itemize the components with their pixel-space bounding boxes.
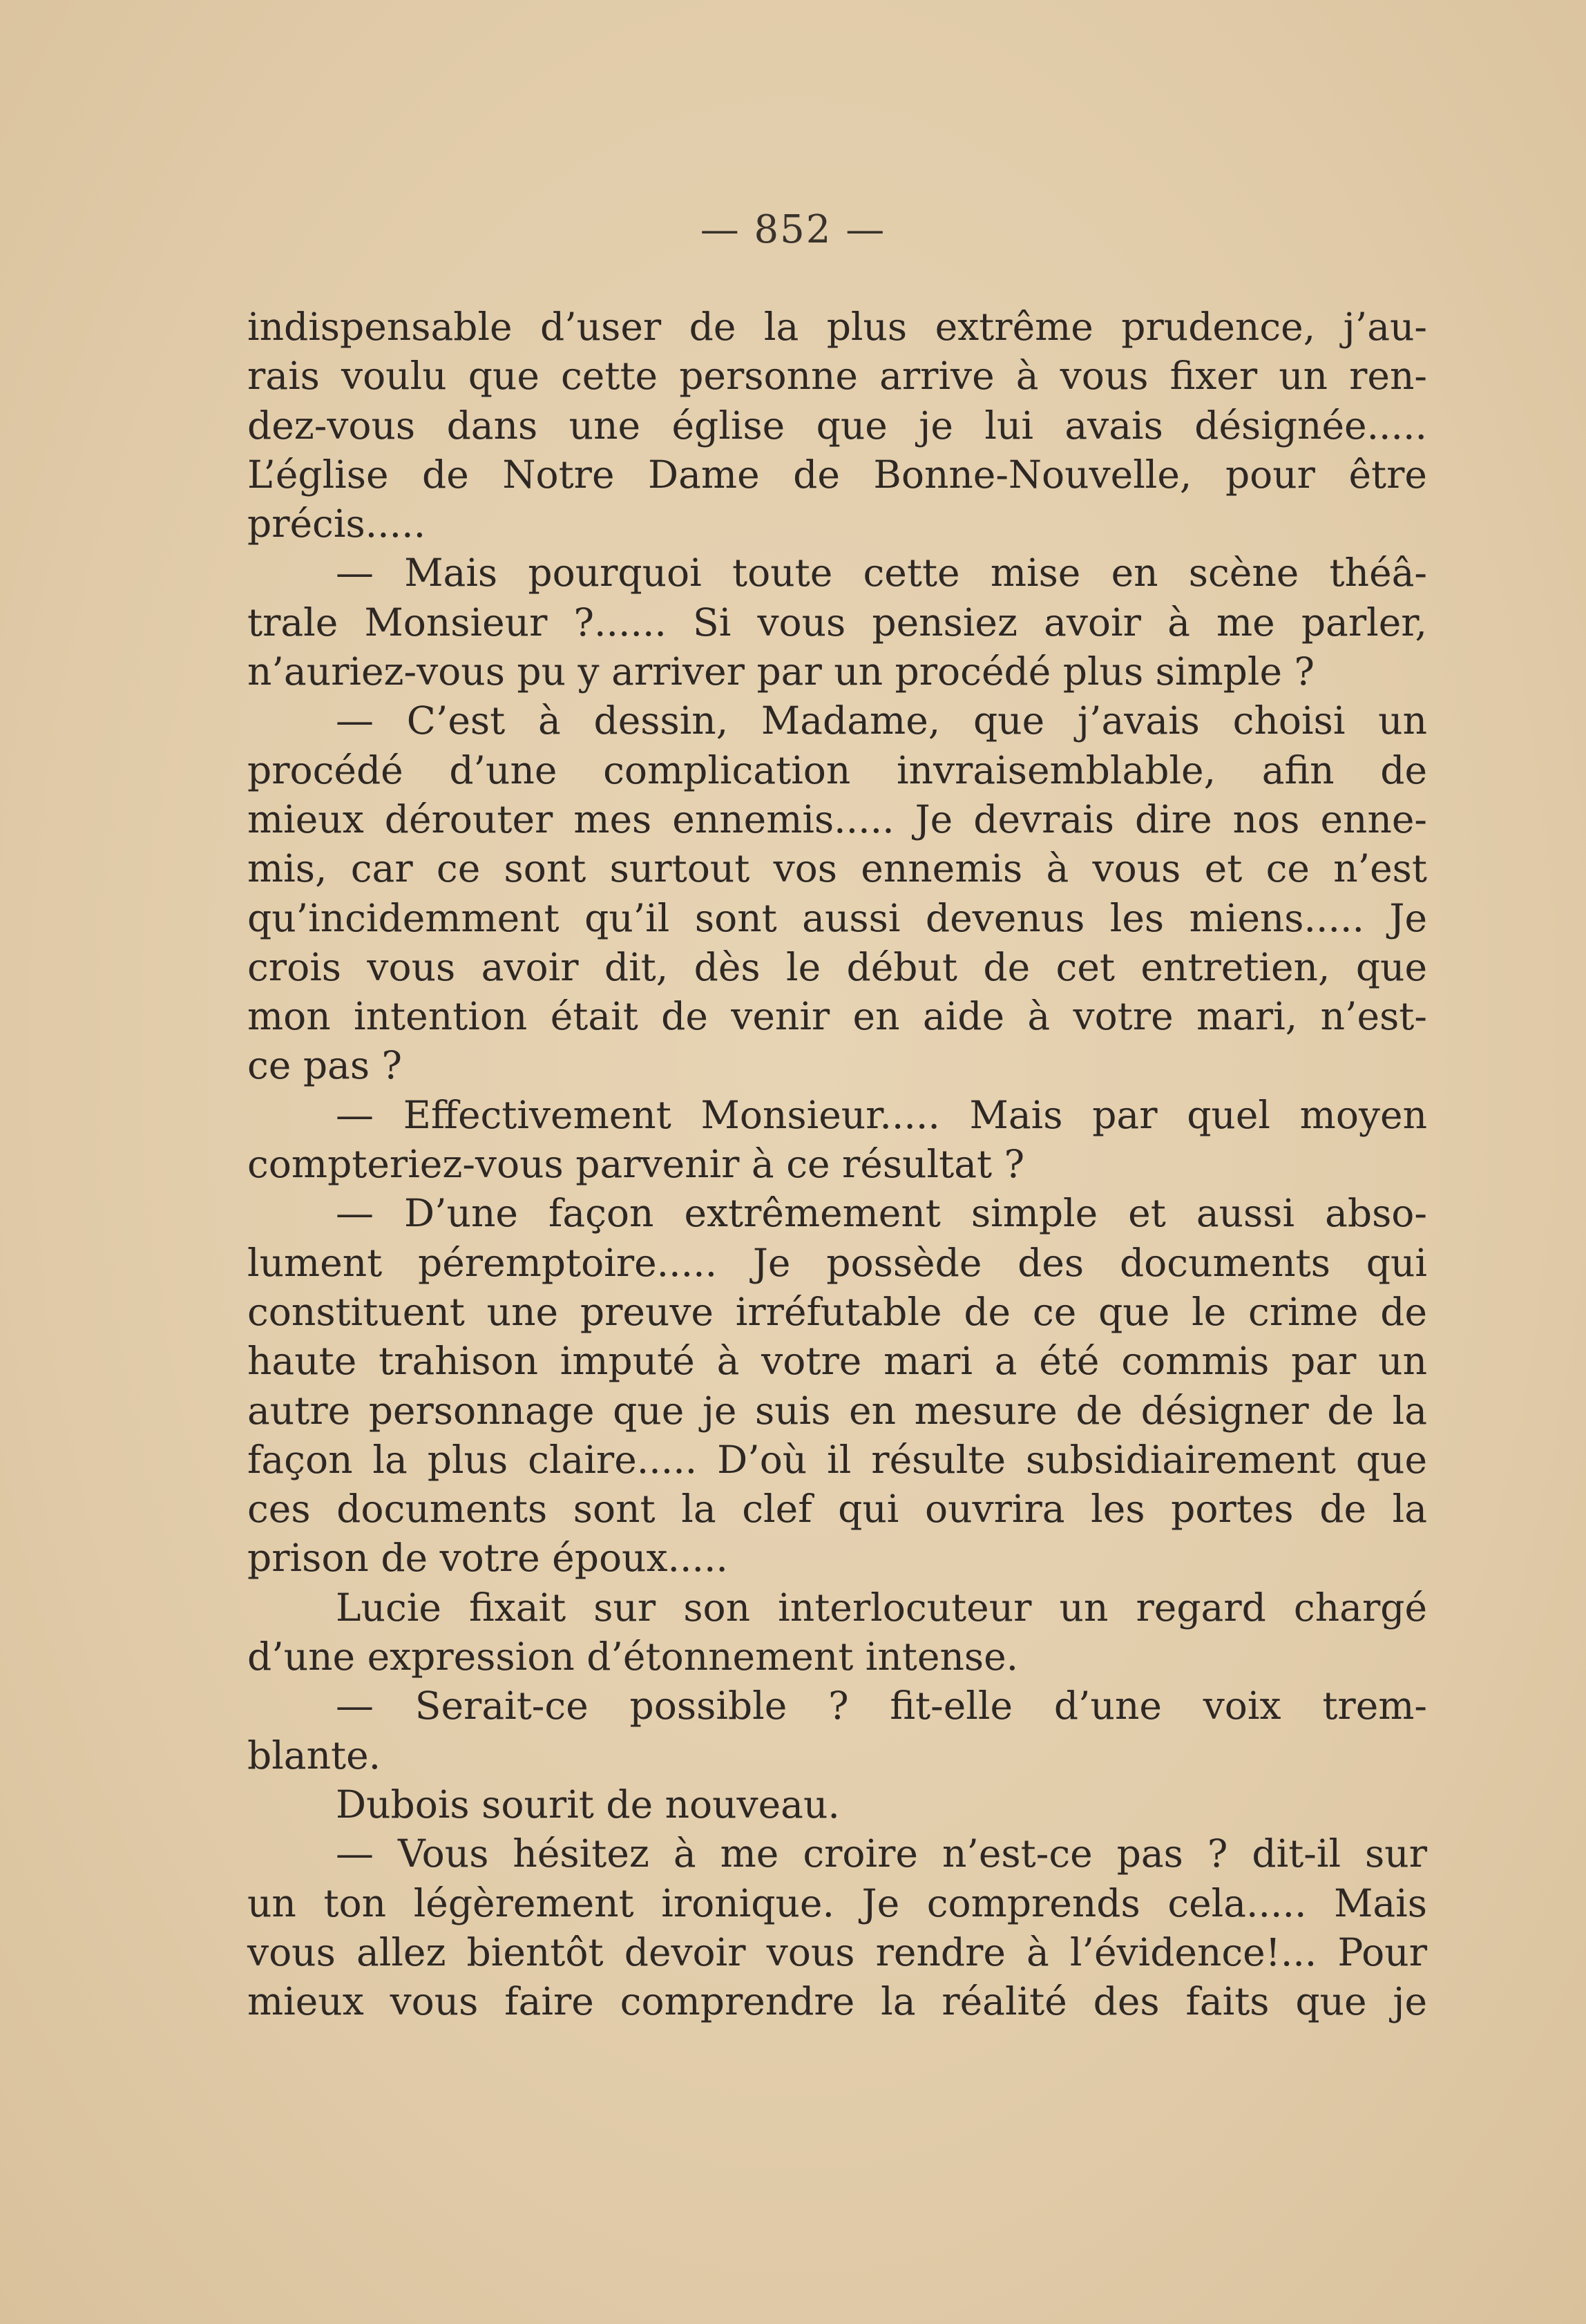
text-line: haute trahison imputé à votre mari a été commis par un (247, 1339, 1427, 1384)
text-line: — C’est à dessin, Madame, que j’avais choisi un (336, 698, 1427, 743)
text-line: précis..... (247, 502, 426, 546)
text-line: mieux vous faire comprendre la réalité des faits que je (247, 1979, 1427, 2024)
text-line: mis, car ce sont surtout vos ennemis à vous et ce n’est (247, 846, 1427, 891)
text-line: procédé d’une complication invraisemblable, afin de (247, 747, 1427, 792)
text-line: mon intention était de venir en aide à votre mari, n’est- (247, 994, 1427, 1039)
text-line: constituent une preuve irréfutable de ce que le crime de (247, 1289, 1427, 1334)
text-line: blante. (247, 1733, 381, 1778)
text-line: — Vous hésitez à me croire n’est-ce pas ? dit-il sur (336, 1831, 1427, 1876)
text-line: ce pas ? (247, 1043, 403, 1088)
text-line: vous allez bientôt devoir vous rendre à l’évidence!... Pour (247, 1930, 1427, 1974)
text-line: L’église de Notre Dame de Bonne-Nouvelle, pour être (247, 452, 1427, 497)
body-text (247, 303, 1427, 2026)
text-line: ces documents sont la clef qui ouvrira les portes de la (247, 1487, 1427, 1532)
text-line: indispensable d’user de la plus extrême prudence, j’au- (247, 305, 1427, 349)
text-line: — Serait-ce possible ? fit-elle d’une voix trem- (336, 1684, 1427, 1728)
text-line: prison de votre époux..... (247, 1536, 728, 1581)
page-number: — 852 — (700, 207, 886, 252)
text-line: Dubois sourit de nouveau. (336, 1782, 840, 1827)
text-line: qu’incidemment qu’il sont aussi devenus les miens..... Je (247, 895, 1427, 940)
text-line: lument péremptoire..... Je possède des documents qui (247, 1240, 1427, 1285)
text-line: un ton légèrement ironique. Je comprends cela..... Mais (247, 1880, 1427, 1925)
text-line: n’auriez-vous pu y arriver par un procédé plus simple ? (247, 649, 1315, 694)
text-line: rais voulu que cette personne arrive à vous fixer un ren- (247, 354, 1427, 399)
text-line: — Effectivement Monsieur..... Mais par quel moyen (336, 1092, 1427, 1137)
text-line: — D’une façon extrêmement simple et aussi abso- (336, 1191, 1427, 1236)
text-line: autre personnage que je suis en mesure de désigner de la (247, 1388, 1427, 1433)
text-line: crois vous avoir dit, dès le début de cet entretien, que (247, 944, 1427, 989)
text-line: mieux dérouter mes ennemis..... Je devrais dire nos enne- (247, 797, 1427, 841)
text-line: d’une expression d’étonnement intense. (247, 1635, 1019, 1679)
text-line: — Mais pourquoi toute cette mise en scène théâ- (336, 551, 1427, 596)
text-line: trale Monsieur ?...... Si vous pensiez avoir à me parler, (247, 600, 1427, 645)
text-line: Lucie fixait sur son interlocuteur un regard chargé (336, 1585, 1427, 1630)
text-line: compteriez-vous parvenir à ce résultat ? (247, 1142, 1025, 1187)
text-line: dez-vous dans une église que je lui avais désignée..... (247, 403, 1427, 448)
text-line: façon la plus claire..... D’où il résulte subsidiairement que (247, 1437, 1427, 1482)
